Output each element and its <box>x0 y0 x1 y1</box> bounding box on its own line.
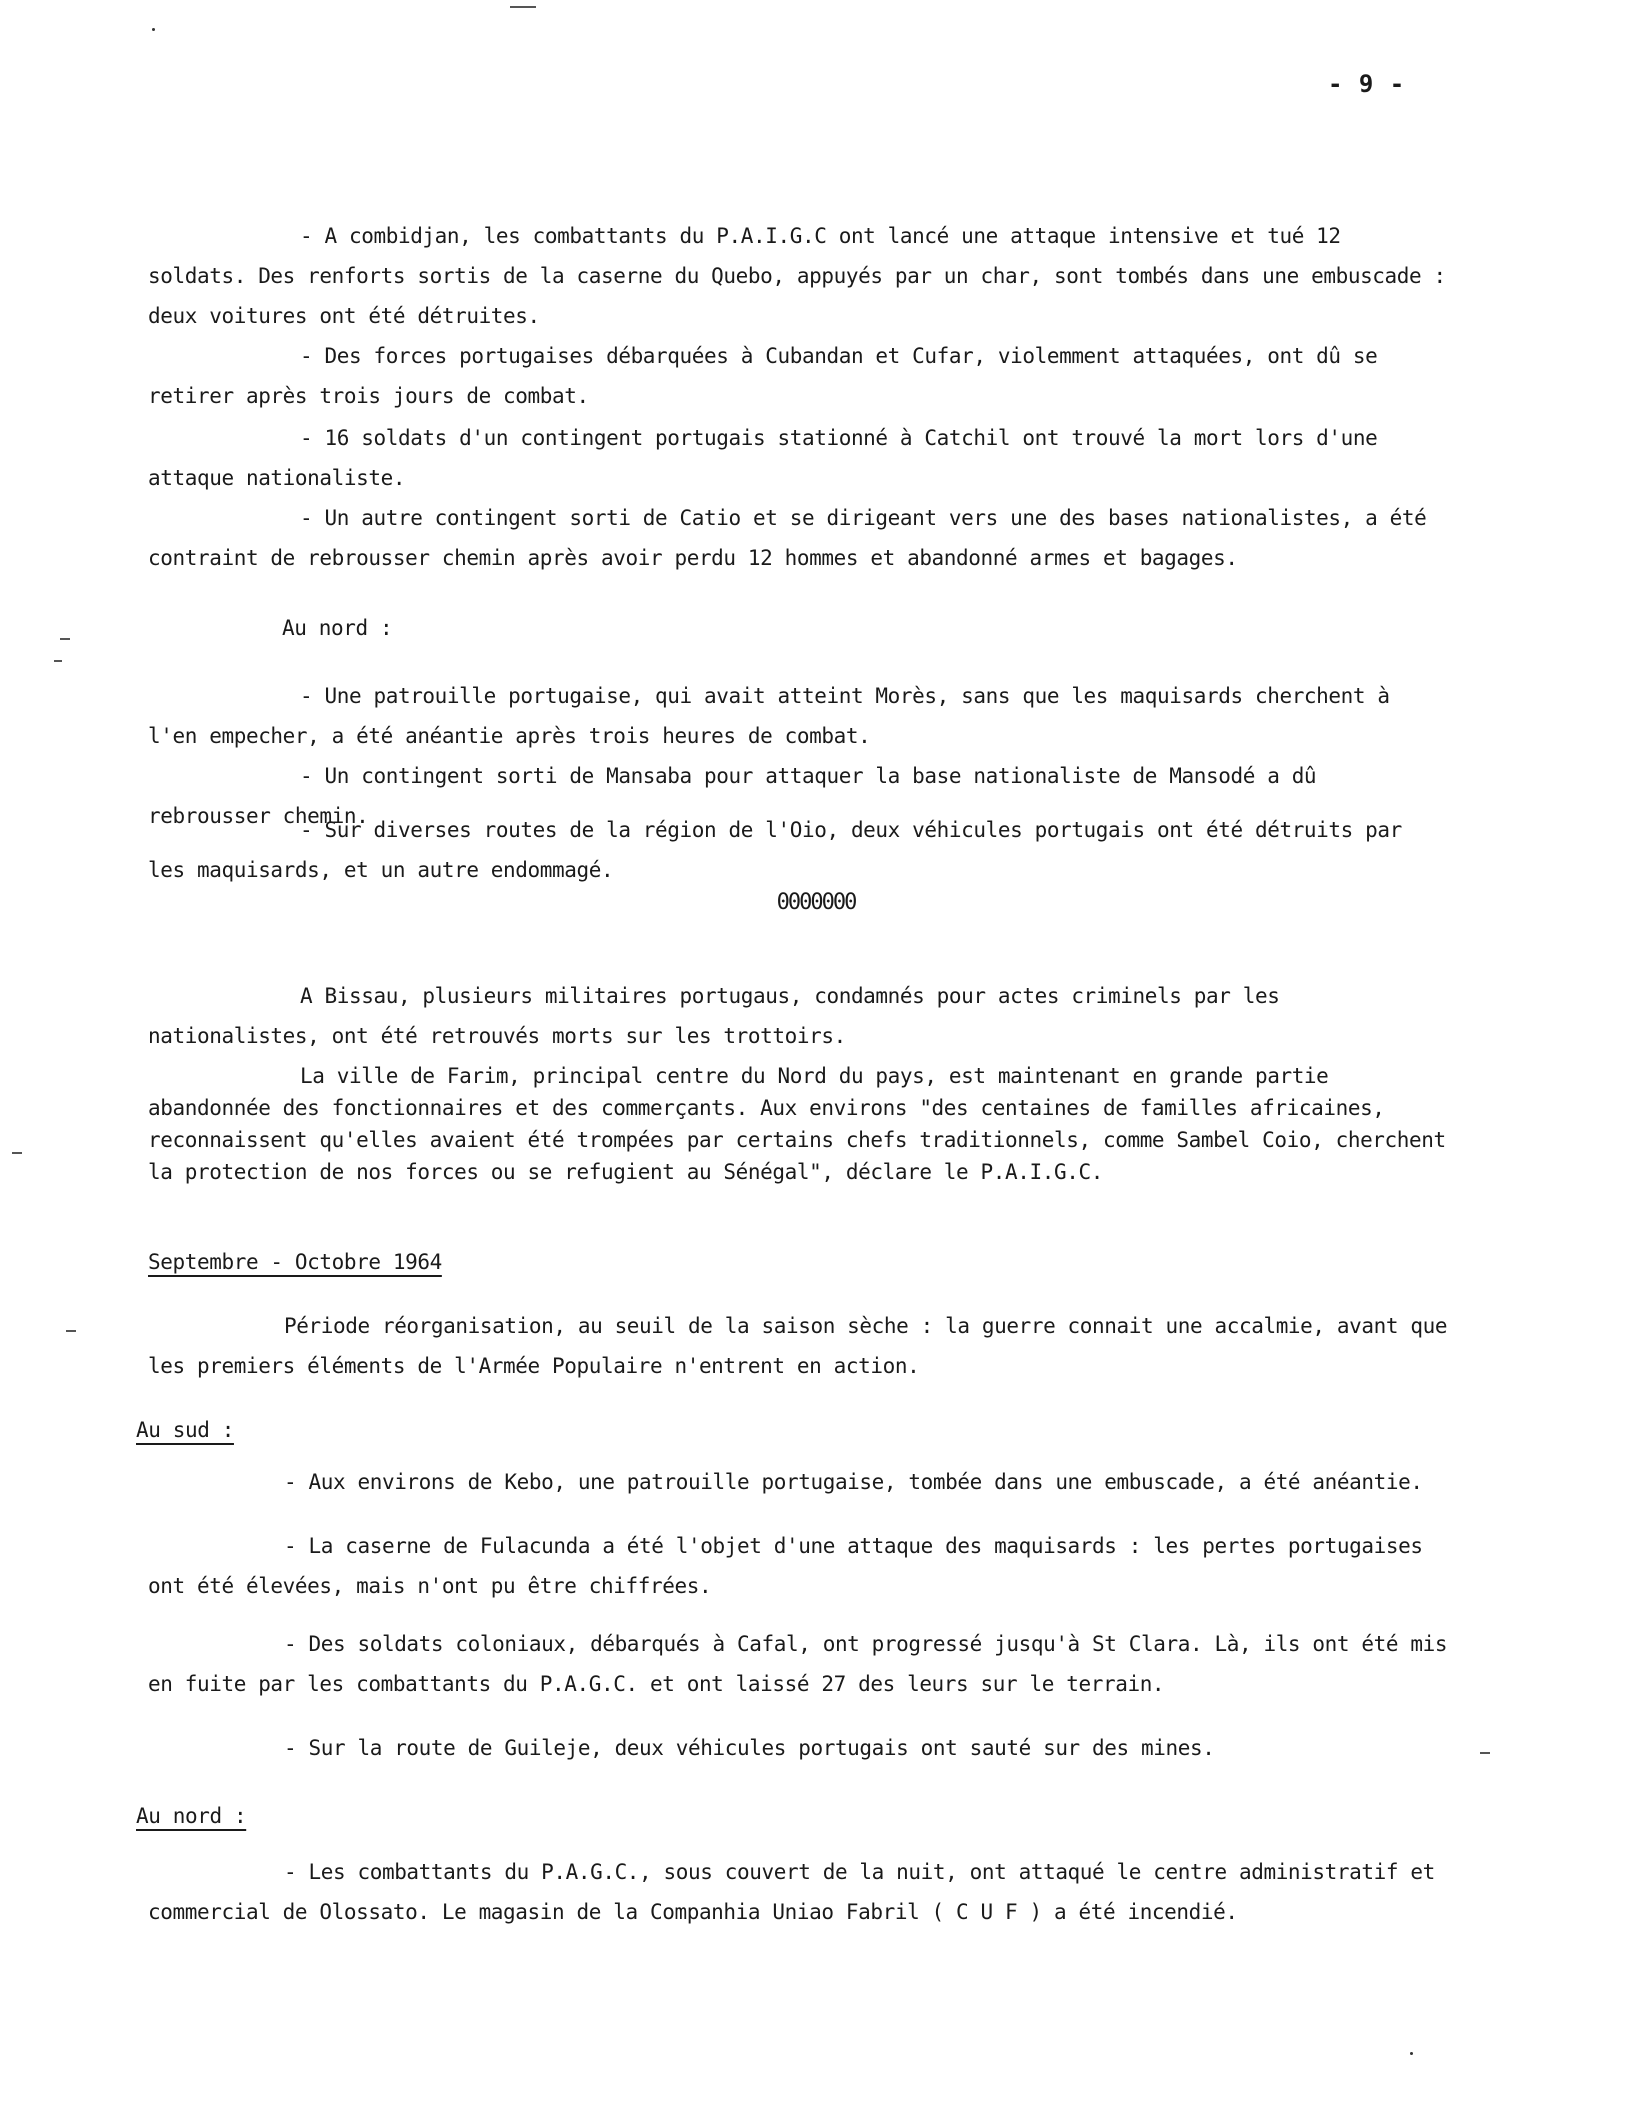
paragraph-kebo: - Aux environs de Kebo, une patrouille portugaise, tombée dans une embuscade, a été anéantie. <box>284 1470 1423 1494</box>
scan-mark <box>60 638 70 640</box>
paragraph-mansaba: - Un contingent sorti de Mansaba pour attaquer la base nationaliste de Mansodé a dû rebrousser chemin. <box>148 764 1317 828</box>
scan-speck <box>152 28 155 31</box>
paragraph-fulacunda: - La caserne de Fulacunda a été l'objet d'une attaque des maquisards : les pertes portugaises ont été élevées, mais n'ont pu être chiffrées. <box>148 1534 1423 1598</box>
scan-mark <box>12 1152 22 1154</box>
paragraph-guileje: - Sur la route de Guileje, deux véhicules portugais ont sauté sur des mines. <box>284 1736 1215 1760</box>
scan-mark <box>54 660 62 662</box>
separator-ornament: 0000000 <box>776 890 856 915</box>
page-number: - 9 - <box>1328 70 1406 98</box>
heading-au-nord-1: Au nord : <box>282 616 393 640</box>
paragraph-farim: La ville de Farim, principal centre du Nord du pays, est maintenant en grande partie abandonnée des fonctionnaires et des commerçants. Aux environs "des centaines de familles africaines, reconnaissent qu'elles avaient été trompées par certains chefs traditionnels, comme Sambel Coio, cherchent la protection de nos forces ou se refugient au Sénégal", déclare le P.A.I.G.C. <box>148 1064 1446 1184</box>
paragraph-catio: - Un autre contingent sorti de Catio et se dirigeant vers une des bases nationalistes, a été contraint de rebrousser chemin après avoir perdu 12 hommes et abandonné armes et bagages. <box>148 506 1427 570</box>
scan-mark <box>510 6 536 8</box>
paragraph-section-intro: Période réorganisation, au seuil de la saison sèche : la guerre connait une accalmie, avant que les premiers éléments de l'Armée Populaire n'entrent en action. <box>148 1314 1448 1378</box>
heading-au-nord-2: Au nord : <box>136 1804 247 1828</box>
paragraph-catchil: - 16 soldats d'un contingent portugais stationné à Catchil ont trouvé la mort lors d'une attaque nationaliste. <box>148 426 1378 490</box>
scan-mark <box>66 1330 76 1332</box>
paragraph-mores: - Une patrouille portugaise, qui avait atteint Morès, sans que les maquisards cherchent à l'en empecher, a été anéantie après trois heures de combat. <box>148 684 1390 748</box>
paragraph-cafal: - Des soldats coloniaux, débarqués à Cafal, ont progressé jusqu'à St Clara. Là, ils ont été mis en fuite par les combattants du P.A.G.C. et ont laissé 27 des leurs sur le terrain. <box>148 1632 1448 1696</box>
scan-mark <box>1480 1752 1490 1754</box>
scan-speck <box>1410 2052 1413 2055</box>
paragraph-combidjan: - A combidjan, les combattants du P.A.I.G.C ont lancé une attaque intensive et tué 12 soldats. Des renforts sortis de la caserne du Quebo, appuyés par un char, sont tombés dans une embuscade : deux voitures ont été détruites. <box>148 224 1446 328</box>
paragraph-bissau: A Bissau, plusieurs militaires portugaus, condamnés pour actes criminels par les nationalistes, ont été retrouvés morts sur les trottoirs. <box>148 984 1280 1048</box>
section-heading: Septembre - Octobre 1964 <box>148 1250 442 1274</box>
heading-au-sud: Au sud : <box>136 1418 234 1442</box>
paragraph-cubandan: - Des forces portugaises débarquées à Cubandan et Cufar, violemment attaquées, ont dû se retirer après trois jours de combat. <box>148 344 1378 408</box>
paragraph-oio: - Sur diverses routes de la région de l'Oio, deux véhicules portugais ont été détruits par les maquisards, et un autre endommagé. <box>148 818 1402 882</box>
paragraph-olossato: - Les combattants du P.A.G.C., sous couvert de la nuit, ont attaqué le centre administratif et commercial de Olossato. Le magasin de la Companhia Uniao Fabril ( C U F ) a été incendié. <box>148 1860 1435 1924</box>
